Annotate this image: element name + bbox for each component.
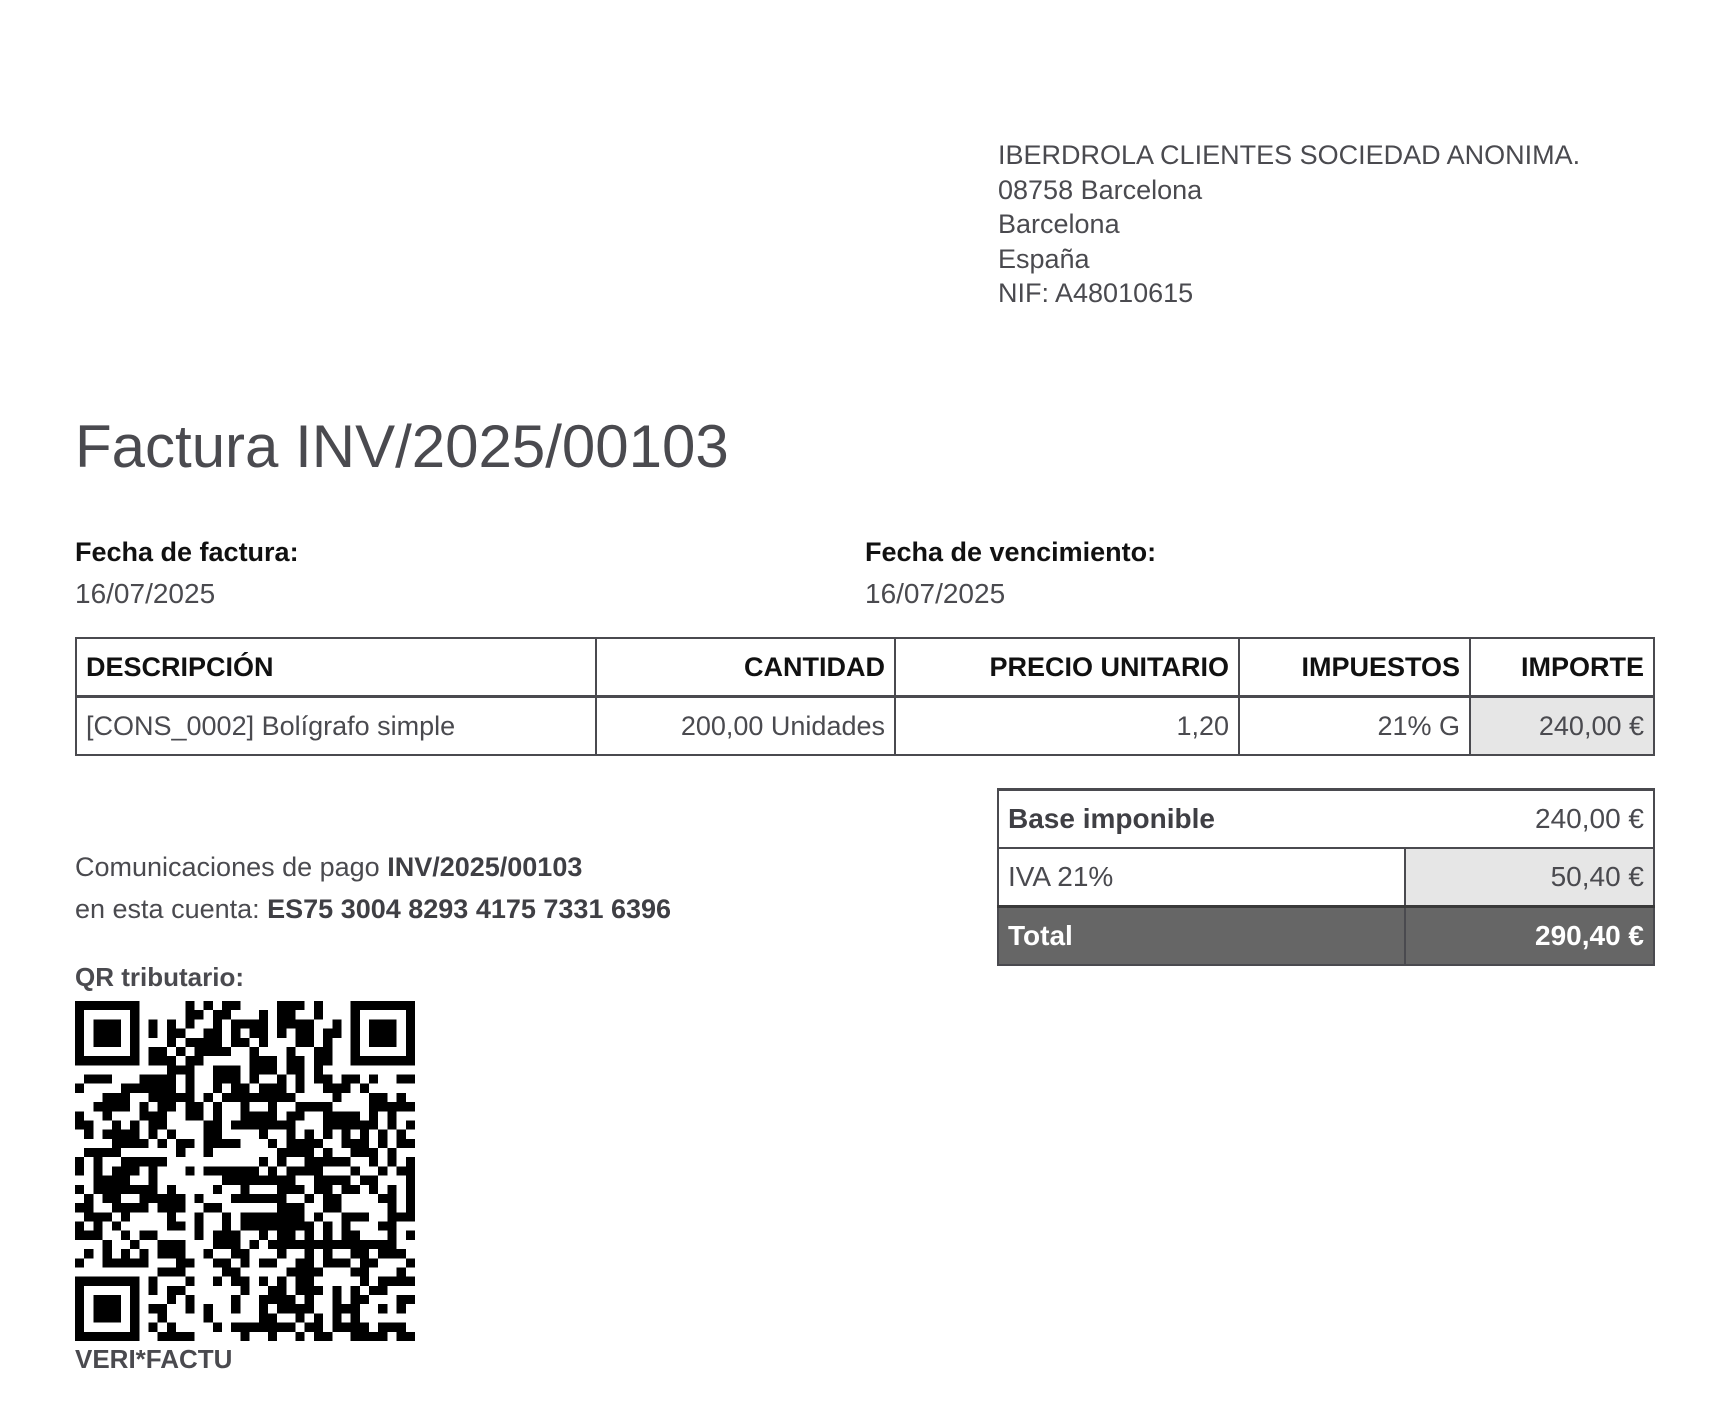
table-row bbox=[76, 697, 1654, 756]
header-quantity: CANTIDAD bbox=[596, 638, 895, 697]
due-date-block bbox=[865, 534, 1156, 614]
qr-code-icon bbox=[75, 1001, 415, 1341]
row-description: [CONS_0002] Bolígrafo simple bbox=[76, 697, 596, 756]
due-date-label: Fecha de vencimiento: bbox=[865, 537, 1157, 567]
invoice-date-block bbox=[75, 534, 299, 614]
qr-footer: VERI*FACTU bbox=[75, 1344, 233, 1374]
payment-info bbox=[75, 846, 671, 930]
row-quantity: 200,00 Unidades bbox=[596, 697, 895, 756]
company-postal-city: 08758 Barcelona bbox=[998, 174, 1203, 205]
header-amount: IMPORTE bbox=[1470, 638, 1654, 697]
table-header-row bbox=[76, 638, 1654, 697]
company-nif: NIF: A48010615 bbox=[998, 278, 1194, 308]
due-date-value: 16/07/2025 bbox=[865, 578, 1006, 609]
tax-value: 50,40 € bbox=[1405, 848, 1654, 907]
payment-reference: INV/2025/00103 bbox=[387, 852, 583, 882]
company-name: IBERDROLA CLIENTES SOCIEDAD ANONIMA. bbox=[998, 140, 1581, 170]
payment-reference-prefix: Comunicaciones de pago bbox=[75, 852, 388, 882]
total-value: 290,40 € bbox=[1405, 907, 1654, 966]
tax-label: IVA 21% bbox=[998, 848, 1405, 907]
payment-reference-line bbox=[75, 846, 671, 888]
invoice-title: Factura INV/2025/00103 bbox=[75, 413, 729, 480]
header-description: DESCRIPCIÓN bbox=[76, 638, 596, 697]
base-label: Base imponible bbox=[998, 790, 1405, 849]
company-country: España bbox=[998, 243, 1090, 274]
payment-account-line bbox=[75, 888, 671, 930]
header-unit-price: PRECIO UNITARIO bbox=[895, 638, 1239, 697]
total-row bbox=[998, 907, 1654, 966]
tax-row bbox=[998, 848, 1654, 907]
header-taxes: IMPUESTOS bbox=[1239, 638, 1470, 697]
payment-account-prefix: en esta cuenta: bbox=[75, 894, 268, 924]
row-taxes: 21% G bbox=[1239, 697, 1470, 756]
base-value: 240,00 € bbox=[1405, 790, 1654, 849]
total-label: Total bbox=[998, 907, 1405, 966]
row-unit-price: 1,20 bbox=[895, 697, 1239, 756]
company-province: Barcelona bbox=[998, 209, 1120, 239]
invoice-lines-table bbox=[75, 637, 1655, 756]
base-row bbox=[998, 790, 1654, 849]
totals-table bbox=[997, 788, 1655, 966]
qr-label: QR tributario: bbox=[75, 962, 244, 992]
invoice-date-value: 16/07/2025 bbox=[75, 578, 216, 609]
row-amount: 240,00 € bbox=[1470, 697, 1654, 756]
company-address bbox=[998, 138, 1580, 311]
payment-account: ES75 3004 8293 4175 7331 6396 bbox=[267, 894, 672, 924]
invoice-date-label: Fecha de factura: bbox=[75, 537, 299, 567]
